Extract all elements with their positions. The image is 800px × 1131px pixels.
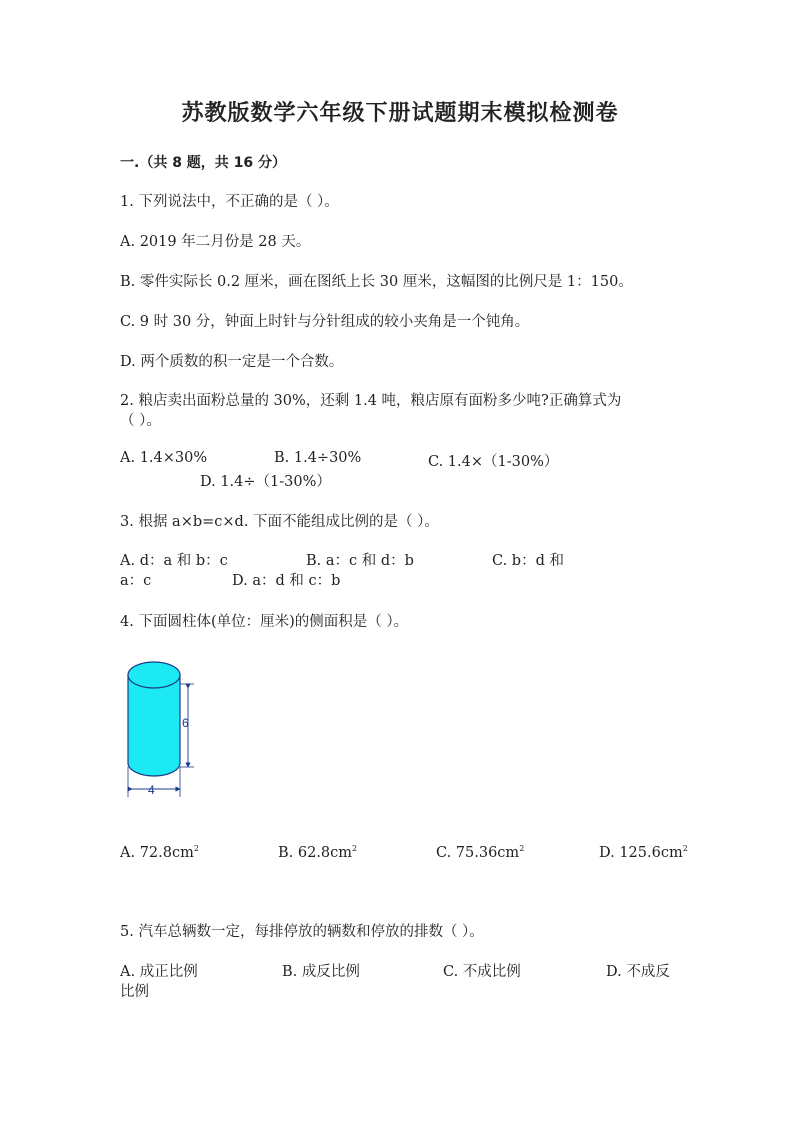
height-label: 6 [182,716,189,730]
q4-option-a: A. $72.8cm^2$ [120,844,199,861]
q5-option-b: B. 成反比例 [282,964,360,980]
q5-option-a: A. 成正比例 [120,964,198,980]
q2-option-b: B. 1.4÷30% [274,450,362,466]
cylinder-body [128,675,180,776]
q4-option-c: C. $75.36cm^2$ [436,844,525,861]
q2-option-d: D. 1.4÷（1-30%） [200,474,331,490]
q5-option-d-line1: D. 不成反 [606,964,670,980]
q1-option-c: C. 9 时 30 分，钟面上时针与分针组成的较小夹角是一个钝角。 [120,314,530,330]
q4-option-d: D. $125.6cm^2$ [599,844,688,861]
q4-stem: 4. 下面圆柱体(单位：厘米)的侧面积是（ ）。 [120,614,409,630]
q2-option-c: C. 1.4×（1-30%） [428,454,559,470]
q3-option-c-line1: C. b：d 和 [492,553,564,569]
q3-option-b: B. a：c 和 d：b [306,553,414,569]
q3-option-a: A. d：a 和 b：c [120,553,228,569]
q4-option-b: B. $62.8cm^2$ [278,844,358,861]
q1-option-b: B. 零件实际长 0.2 厘米，画在图纸上长 30 厘米，这幅图的比例尺是 1：150。 [120,274,633,290]
q5-option-c: C. 不成比例 [443,964,521,980]
q3-stem: 3. 根据 a×b=c×d. 下面不能组成比例的是（ ）。 [120,514,439,530]
page-title: 苏教版数学六年级下册试题期末模拟检测卷 [181,101,619,126]
q3-option-d: D. a：d 和 c：b [232,573,341,589]
cylinder-figure [118,655,228,805]
section-heading: 一.（共 8 题，共 16 分） [120,155,287,171]
q1-stem: 1. 下列说法中，不正确的是（ ）。 [120,194,339,210]
q2-option-a: A. 1.4×30% [120,450,208,466]
cylinder-top [128,662,180,688]
q5-stem: 5. 汽车总辆数一定，每排停放的辆数和停放的排数（ ）。 [120,924,484,940]
q1-option-a: A. 2019 年二月份是 28 天。 [120,234,311,250]
diameter-label: 4 [148,783,155,797]
q2-stem-line2: （ ）。 [120,413,161,429]
q5-option-d-line2: 比例 [120,984,149,1000]
q2-stem-line1: 2. 粮店卖出面粉总量的 30%，还剩 1.4 吨，粮店原有面粉多少吨?正确算式为 [120,393,622,409]
q3-option-c-line2: a：c [120,573,152,589]
q1-option-d: D. 两个质数的积一定是一个合数。 [120,354,344,370]
